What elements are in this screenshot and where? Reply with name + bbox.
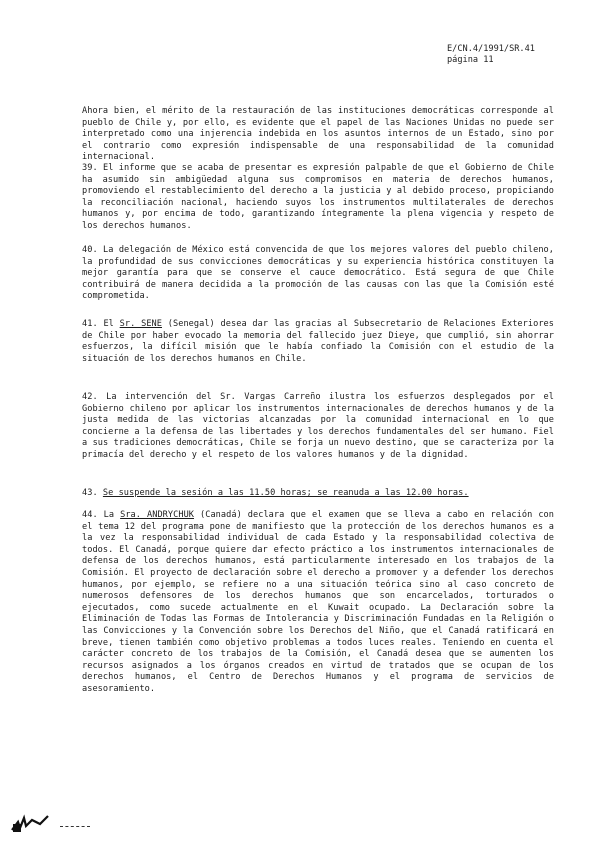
paragraph-42: 42. La intervención del Sr. Vargas Carreño ilustra los esfuerzos desplegados por el Gobierno chileno por aplicar los instrumentos internacionales de derechos humanos y de la justa medida de las victorias alcanzadas por la comunidad internacional en lo que concierne a la defensa de las libertades y los derechos fundamentales del ser humano. Fiel a sus tradiciones democráticas, Chile se forja un nuevo destino, que se caracteriza por la primacía del derecho y el respeto de los valores humanos y de la dignidad. xyxy=(82,392,554,460)
speaker-name: Sr. SENE xyxy=(119,319,162,329)
paragraph-39: 39. El informe que se acaba de presentar es expresión palpable de que el Gobierno de Chile ha asumido sin ambigüedad alguna sus compromisos en materia de derechos humanos, promoviendo el restablecimiento del derecho a la justicia y al debido proceso, propiciando la reconciliación nacional, haciendo suyos los instrumentos multilaterales de derechos humanos y, por encima de todo, garantizando íntegramente la plena vigencia y respeto de los derechos humanos. xyxy=(82,163,554,231)
paragraph-41-lead: 41. El xyxy=(82,319,120,329)
document-header xyxy=(447,44,535,66)
document-symbol: E/CN.4/1991/SR.41 xyxy=(447,44,535,54)
scribble-mark-icon xyxy=(10,810,50,834)
speaker-name: Sra. ANDRYCHUK xyxy=(120,510,195,520)
session-suspension-note: Se suspende la sesión a las 11.50 horas; se reanuda a las 12.00 horas. xyxy=(102,488,469,498)
paragraph-41 xyxy=(82,319,554,365)
paragraph-44 xyxy=(82,510,554,696)
paragraph-38-continuation: Ahora bien, el mérito de la restauración de las instituciones democráticas corresponde al pueblo de Chile y, por ello, es evidente que el papel de las Naciones Unidas no puede ser interpretado como una injerencia indebida en los asuntos internos de un Estado, sino por el contrario como expresión indispensable de una responsabilidad de la comunidad internacional. xyxy=(82,106,554,163)
paragraph-44-body: (Canadá) declara que el examen que se lleva a cabo en relación con el tema 12 del programa pone de manifiesto que la protección de los derechos humanos es a la vez la responsabilidad individual de cada Estado y la responsabilidad colectiva de todos. El Canadá, porque quiere dar efecto práctico a los instrumentos internacionales de defensa de los derechos humanos, está particularmente interesado en los trabajos de la Comisión. El proyecto de declaración sobre el derecho a promover y a defender los derechos humanos, por ejemplo, se refiere no a una situación teórica sino al caso concreto de numerosos defensores de los derechos humanos que son encarcelados, torturados o ejecutados, como sucede actualmente en el Kuwait ocupado. La Declaración sobre la Eliminación de Todas las Formas de Intolerancia y Discriminación Fundadas en la Religión o las Convicciones y la Convención sobre los Derechos del Niño, que el Canadá ratificará en breve, tienen también como objetivo problemas a todos luces reales. Teniendo en cuenta el carácter concreto de los trabajos de la Comisión, el Canadá desea que se aumenten los recursos asignados a los órganos creados en virtud de tratados que se ocupan de los derechos humanos, el Centro de Derechos Humanos y el programa de servicios de asesoramiento. xyxy=(82,510,554,694)
page-number: página 11 xyxy=(447,55,494,65)
paragraph-44-lead: 44. La xyxy=(82,510,121,520)
footer-rule xyxy=(60,826,90,828)
paragraph-40: 40. La delegación de México está convencida de que los mejores valores del pueblo chileno, la profundidad de sus convicciones democráticas y su experiencia histórica constituyen la mejor garantía para que se conserve el cauce democrático. Está segura de que Chile contribuirá de manera decidida a la promoción de las causas con las que la Comisión esté comprometida. xyxy=(82,245,554,302)
paragraph-43 xyxy=(82,488,554,500)
paragraph-41-body: (Senegal) desea dar las gracias al Subsecretario de Relaciones Exteriores de Chile por haber evocado la memoria del fallecido juez Dieye, que cumplió, sin ahorrar esfuerzos, la difícil misión que le había confiado la Comisión con el estudio de la situación de los derechos humanos en Chile. xyxy=(82,319,554,364)
paragraph-43-lead: 43. xyxy=(82,488,103,498)
